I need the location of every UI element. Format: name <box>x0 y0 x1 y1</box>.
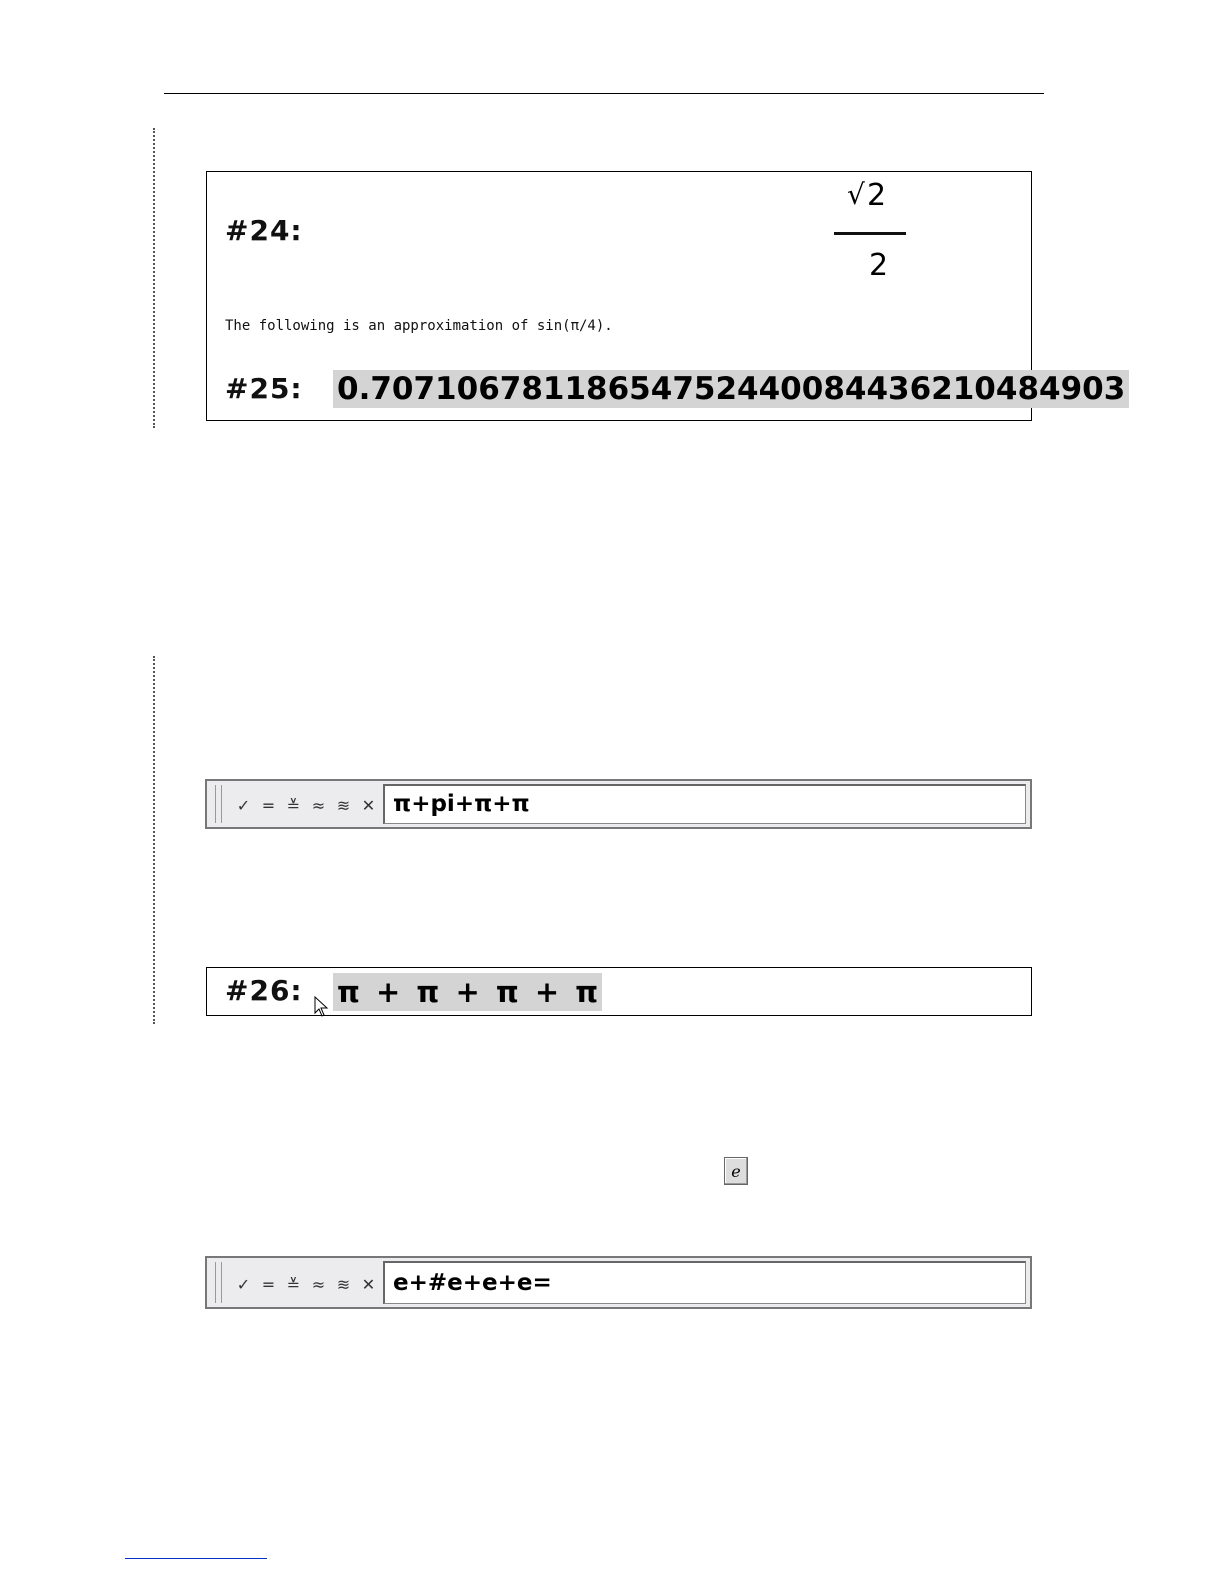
entry-buttons <box>233 793 379 817</box>
approx-value-highlight[interactable]: 0.70710678118654752440084436210484903 <box>333 370 1129 408</box>
expression-entry-bar <box>205 779 1032 829</box>
approximate-enter-button[interactable]: ≋ <box>336 795 351 815</box>
expression-entry-bar <box>205 1256 1032 1309</box>
expression-label-26: #26: <box>225 974 303 1007</box>
fraction-denominator: 2 <box>869 248 889 283</box>
radical-sign: √ <box>847 178 865 211</box>
simplify-enter-button[interactable]: ≚ <box>286 1274 301 1294</box>
toolbar-grip[interactable] <box>215 1262 222 1303</box>
toolbar-grip[interactable] <box>215 785 222 823</box>
entry-buttons <box>233 1272 379 1296</box>
page-header-rule <box>164 93 1044 94</box>
check-button[interactable]: ✓ <box>236 1274 251 1294</box>
approximate-button[interactable]: ≈ <box>311 1274 326 1294</box>
approximate-button[interactable]: ≈ <box>311 795 326 815</box>
simplify-button[interactable]: = <box>261 795 276 815</box>
fraction-numerator: 2 <box>867 178 887 213</box>
algebra-output-panel <box>206 171 1126 421</box>
simplify-enter-button[interactable]: ≚ <box>286 795 301 815</box>
cancel-button[interactable]: ✕ <box>361 1274 376 1294</box>
euler-e-key-button[interactable]: e <box>724 1157 748 1185</box>
expression-label-24: #24: <box>225 214 303 247</box>
cancel-button[interactable]: ✕ <box>361 795 376 815</box>
pi-sum-highlight[interactable]: π + π + π + π <box>333 973 602 1011</box>
margin-change-bar <box>153 128 155 428</box>
sqrt2-over-2-fraction <box>807 172 937 287</box>
footnote-rule <box>125 1558 267 1559</box>
approximate-enter-button[interactable]: ≋ <box>336 1274 351 1294</box>
fraction-bar <box>834 232 906 235</box>
check-button[interactable]: ✓ <box>236 795 251 815</box>
expression-label-25: #25: <box>225 372 303 405</box>
expression-input[interactable]: e+#e+e+e= <box>383 1261 1026 1304</box>
simplify-button[interactable]: = <box>261 1274 276 1294</box>
comment-text: The following is an approximation of sin(π/4). <box>225 318 613 334</box>
mouse-pointer-icon <box>314 996 330 1018</box>
expression-input[interactable]: π+pi+π+π <box>383 784 1026 824</box>
margin-change-bar <box>153 656 155 1024</box>
